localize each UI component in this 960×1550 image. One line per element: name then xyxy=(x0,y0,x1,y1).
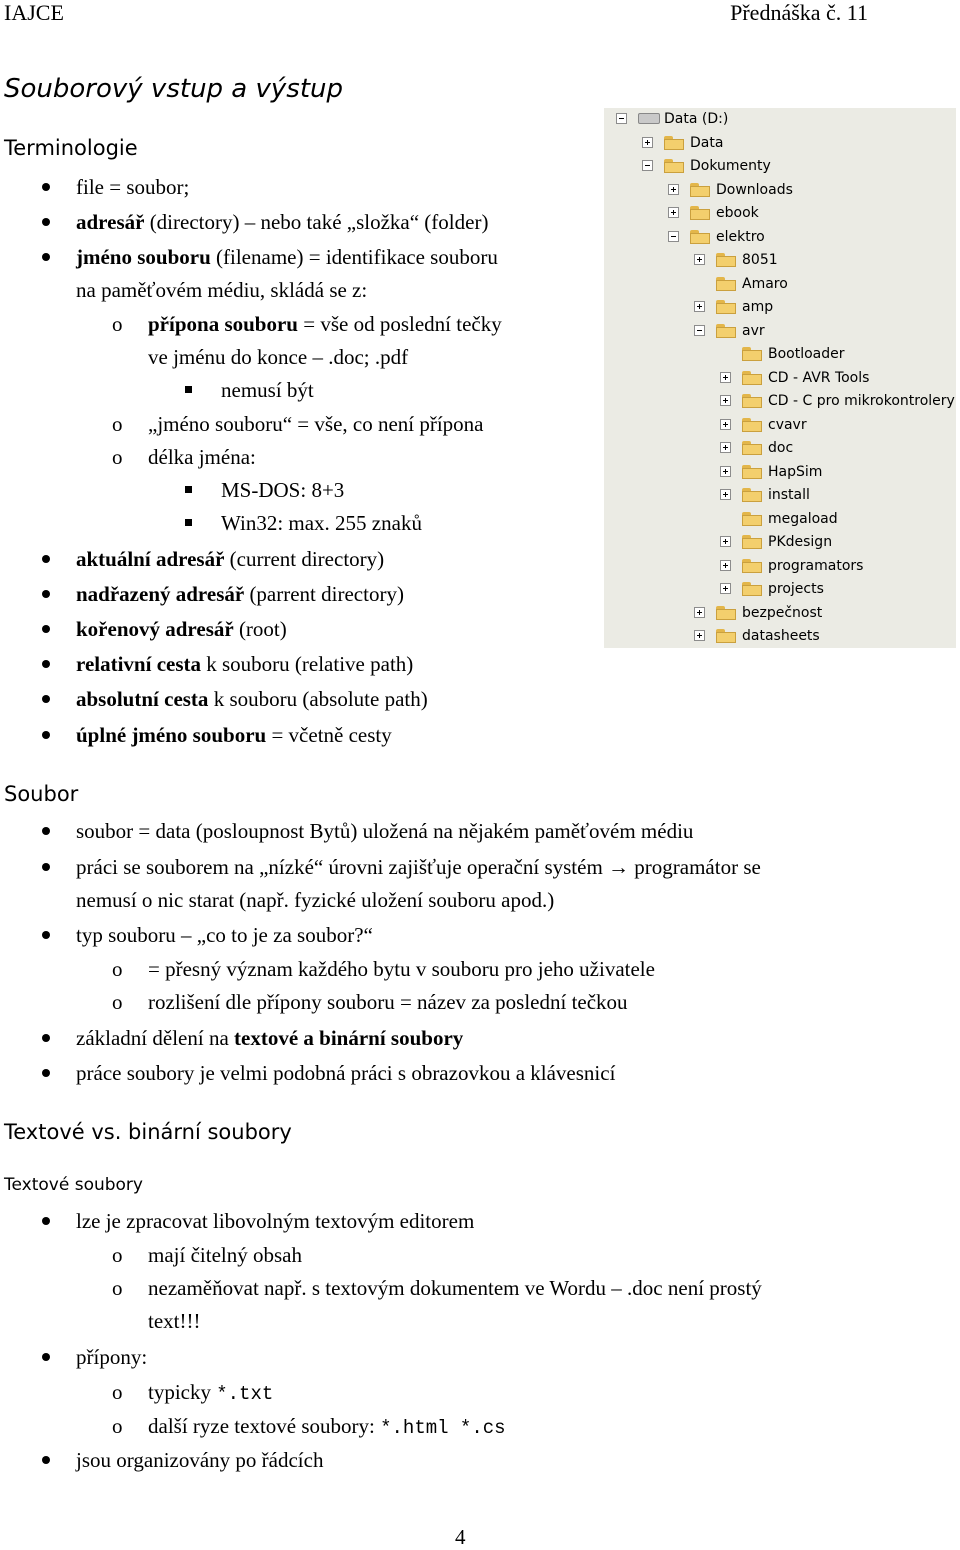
folder-tree xyxy=(604,108,956,648)
sub-bullet: o xyxy=(112,990,123,1014)
bullet xyxy=(42,1456,50,1464)
folder-icon xyxy=(690,206,710,220)
sub-bullet: o xyxy=(112,1276,123,1300)
list-item: MS-DOS: 8+3 xyxy=(221,478,345,502)
square-bullet xyxy=(185,386,192,393)
expand-icon[interactable] xyxy=(720,560,731,571)
collapse-icon[interactable] xyxy=(668,231,679,242)
bullet xyxy=(42,625,50,633)
list-item: úplné jméno souboru = včetně cesty xyxy=(76,723,392,747)
list-item: nezaměňovat např. s textovým dokumentem ve Wordu – .doc není prostý xyxy=(148,1276,762,1300)
folder-icon xyxy=(742,347,762,361)
header-left: IAJCE xyxy=(4,0,64,25)
list-item: relativní cesta k souboru (relative path) xyxy=(76,652,414,676)
expand-icon[interactable] xyxy=(694,630,705,641)
square-bullet xyxy=(185,486,192,493)
tree-item-label: CD - C pro mikrokontrolery xyxy=(768,393,955,409)
folder-icon xyxy=(742,512,762,526)
tree-item-label: programators xyxy=(768,557,864,574)
tree-item-label: doc xyxy=(768,440,794,456)
subsection-heading-textove-soubory: Textové soubory xyxy=(4,1175,143,1195)
folder-icon xyxy=(716,253,736,267)
folder-icon xyxy=(742,559,762,573)
list-item: = přesný význam každého bytu v souboru pro jeho uživatele xyxy=(148,957,655,981)
sub-bullet: o xyxy=(112,412,123,436)
list-item: adresář (directory) – nebo také „složka“ (folder) xyxy=(76,210,489,234)
drive-icon xyxy=(638,113,660,124)
folder-icon xyxy=(716,606,736,620)
list-item: absolutní cesta k souboru (absolute path) xyxy=(76,687,428,711)
expand-icon[interactable] xyxy=(694,301,705,312)
list-item: file = soubor; xyxy=(76,175,190,199)
bullet xyxy=(42,1353,50,1361)
bullet xyxy=(42,253,50,261)
section-heading-textove-vs-binarni: Textové vs. binární soubory xyxy=(4,1120,292,1144)
list-item: aktuální adresář (current directory) xyxy=(76,547,385,571)
tree-item-label: 8051 xyxy=(742,252,778,268)
bullet xyxy=(42,863,50,871)
expand-icon[interactable] xyxy=(668,184,679,195)
tree-item-label: avr xyxy=(742,322,765,339)
list-item: kořenový adresář (root) xyxy=(76,617,287,641)
folder-icon xyxy=(742,488,762,502)
list-item: typ souboru – „co to je za soubor?“ xyxy=(76,923,373,947)
tree-item-label: cvavr xyxy=(768,416,807,433)
sub-bullet: o xyxy=(112,957,123,981)
list-item: rozlišení dle přípony souboru = název za poslední tečkou xyxy=(148,990,628,1014)
list-item: práci se souborem na „nízké“ úrovni zajišťuje operační systém → programátor se xyxy=(76,855,761,879)
expand-icon[interactable] xyxy=(720,442,731,453)
folder-icon xyxy=(742,418,762,432)
sub-bullet: o xyxy=(112,1380,123,1404)
bullet xyxy=(42,731,50,739)
list-item: Win32: max. 255 znaků xyxy=(221,511,422,535)
list-item: délka jména: xyxy=(148,445,256,469)
folder-icon xyxy=(742,371,762,385)
expand-icon[interactable] xyxy=(668,207,679,218)
list-item: nemusí být xyxy=(221,378,314,402)
section-heading-soubor: Soubor xyxy=(4,782,79,806)
expand-icon[interactable] xyxy=(720,583,731,594)
tree-item-label: bezpečnost xyxy=(742,604,823,621)
tree-item-label: Data (D:) xyxy=(664,111,729,127)
bullet xyxy=(42,827,50,835)
list-item: další ryze textové soubory: *.html *.cs xyxy=(148,1414,506,1439)
expand-icon[interactable] xyxy=(720,489,731,500)
tree-item-label: elektro xyxy=(716,228,765,245)
folder-icon xyxy=(742,582,762,596)
folder-icon xyxy=(716,277,736,291)
page-number: 4 xyxy=(455,1525,466,1549)
bullet xyxy=(42,590,50,598)
list-item: mají čitelný obsah xyxy=(148,1243,302,1267)
expand-icon[interactable] xyxy=(694,254,705,265)
folder-icon xyxy=(716,629,736,643)
folder-icon xyxy=(690,230,710,244)
page-title: Souborový vstup a výstup xyxy=(4,74,344,104)
bullet xyxy=(42,218,50,226)
bullet xyxy=(42,183,50,191)
section-heading-terminologie: Terminologie xyxy=(4,136,138,160)
square-bullet xyxy=(185,519,192,526)
sub-bullet: o xyxy=(112,445,123,469)
tree-item-label: Amaro xyxy=(742,275,788,292)
collapse-icon[interactable] xyxy=(694,325,705,336)
list-item: přípona souboru = vše od poslední tečky xyxy=(148,312,502,336)
expand-icon[interactable] xyxy=(720,536,731,547)
list-item: práce soubory je velmi podobná práci s obrazovkou a klávesnicí xyxy=(76,1061,616,1085)
folder-icon xyxy=(664,136,684,150)
expand-icon[interactable] xyxy=(720,372,731,383)
bullet xyxy=(42,695,50,703)
list-item-continuation: text!!! xyxy=(148,1309,201,1333)
list-item-continuation: na paměťovém médiu, skládá se z: xyxy=(76,278,368,302)
expand-icon[interactable] xyxy=(694,607,705,618)
tree-item-label: Bootloader xyxy=(768,346,845,362)
expand-icon[interactable] xyxy=(642,137,653,148)
expand-icon[interactable] xyxy=(720,466,731,477)
folder-icon xyxy=(742,465,762,479)
list-item: „jméno souboru“ = vše, co není přípona xyxy=(148,412,484,436)
bullet xyxy=(42,1034,50,1042)
bullet xyxy=(42,931,50,939)
collapse-icon[interactable] xyxy=(642,160,653,171)
bullet xyxy=(42,1069,50,1077)
collapse-icon[interactable] xyxy=(616,113,627,124)
list-item: nadřazený adresář (parrent directory) xyxy=(76,582,404,606)
folder-icon xyxy=(742,535,762,549)
tree-item-label: amp xyxy=(742,299,774,315)
folder-icon xyxy=(742,394,762,408)
bullet xyxy=(42,555,50,563)
list-item: soubor = data (posloupnost Bytů) uložená na nějakém paměťovém médiu xyxy=(76,819,694,843)
folder-icon xyxy=(664,159,684,173)
tree-item-label: projects xyxy=(768,581,824,597)
folder-icon xyxy=(742,441,762,455)
list-item: jméno souboru (filename) = identifikace souboru xyxy=(76,245,498,269)
sub-bullet: o xyxy=(112,1414,123,1438)
list-item: lze je zpracovat libovolným textovým editorem xyxy=(76,1209,475,1233)
tree-item-label: install xyxy=(768,487,810,503)
tree-item-label: HapSim xyxy=(768,463,823,480)
list-item-continuation: ve jménu do konce – .doc; .pdf xyxy=(148,345,409,369)
bullet xyxy=(42,660,50,668)
list-item: typicky *.txt xyxy=(148,1380,274,1405)
sub-bullet: o xyxy=(112,1243,123,1267)
folder-icon xyxy=(716,300,736,314)
tree-item-label: CD - AVR Tools xyxy=(768,369,870,386)
tree-item-label: ebook xyxy=(716,205,759,221)
folder-icon xyxy=(716,324,736,338)
tree-item-label: datasheets xyxy=(742,628,820,644)
list-item: přípony: xyxy=(76,1345,148,1369)
expand-icon[interactable] xyxy=(720,419,731,430)
list-item: jsou organizovány po řádcích xyxy=(76,1448,324,1472)
tree-item-label: Data xyxy=(690,134,724,151)
tree-item-label: megaload xyxy=(768,510,838,527)
list-item-continuation: nemusí o nic starat (např. fyzické uložení souboru apod.) xyxy=(76,888,555,912)
header-right: Přednáška č. 11 xyxy=(730,0,868,25)
list-item: základní dělení na textové a binární soubory xyxy=(76,1026,464,1050)
tree-item-label: PKdesign xyxy=(768,534,833,550)
sub-bullet: o xyxy=(112,312,123,336)
tree-item-label: Dokumenty xyxy=(690,158,771,174)
tree-item-label: Downloads xyxy=(716,181,793,198)
expand-icon[interactable] xyxy=(720,395,731,406)
folder-icon xyxy=(690,183,710,197)
bullet xyxy=(42,1217,50,1225)
